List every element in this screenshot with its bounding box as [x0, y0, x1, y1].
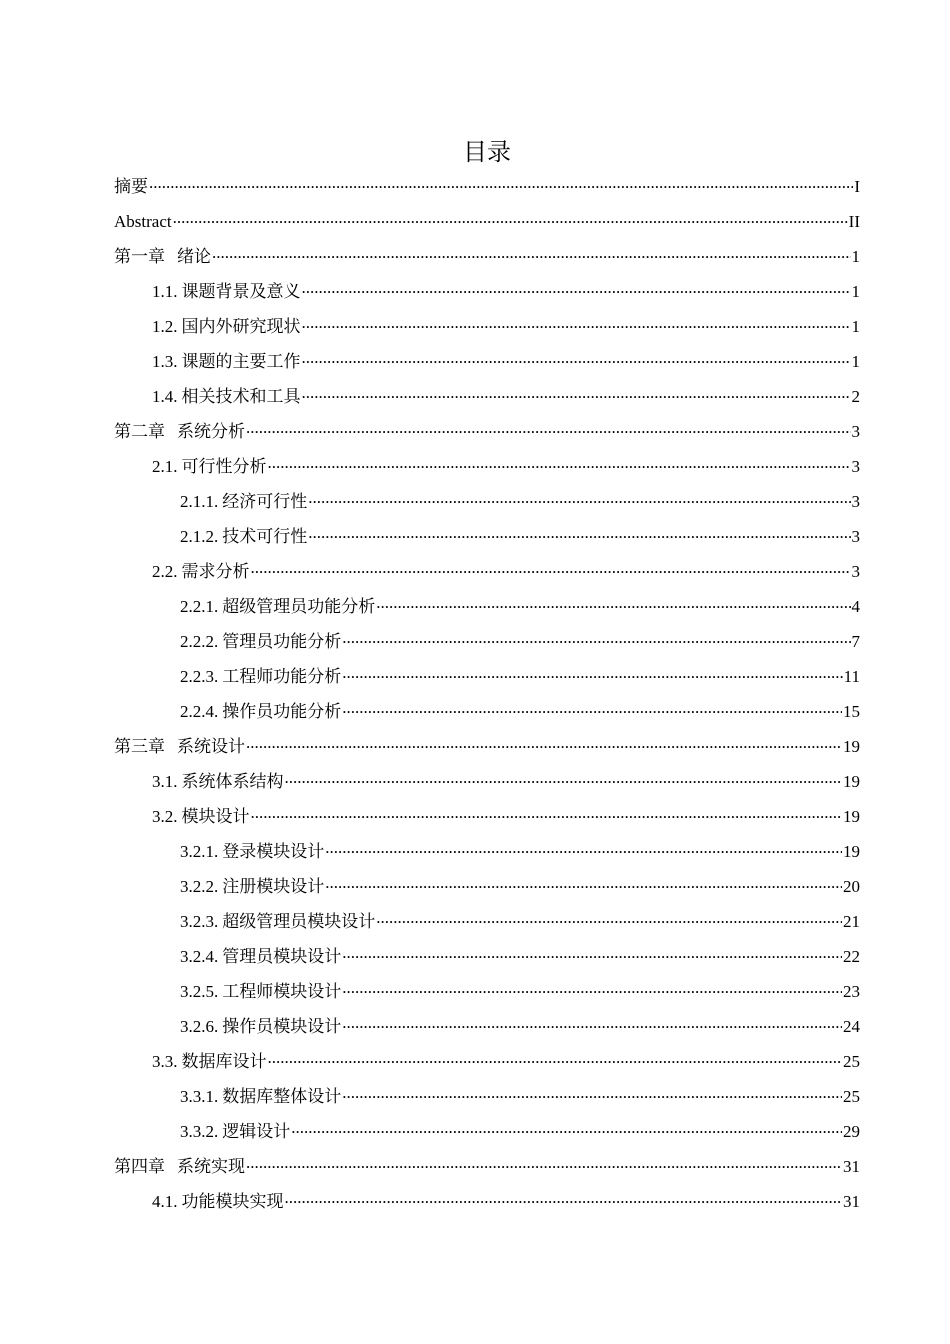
dot-leader: [342, 978, 842, 998]
toc-entry-title: [180, 947, 341, 967]
toc-entry-chapter[interactable]: [114, 407, 860, 442]
toc-entry-title: [152, 387, 301, 407]
toc-list: [114, 162, 860, 1212]
dot-leader: [173, 208, 848, 228]
toc-entry-section[interactable]: [114, 267, 860, 302]
dot-leader: [376, 593, 850, 613]
dot-leader: [246, 733, 842, 753]
toc-entry-title: [180, 912, 375, 932]
toc-entry-subsection[interactable]: [114, 687, 860, 722]
subsection-number: 2.1.2.: [180, 527, 219, 546]
section-number: 3.1.: [152, 772, 178, 791]
entry-title-text: 系统实现: [177, 1157, 245, 1176]
section-number: 1.1.: [152, 282, 178, 301]
entry-title-text: 管理员模块设计: [222, 947, 342, 966]
toc-entry-title: [180, 1122, 290, 1142]
toc-entry-subsection[interactable]: [114, 1107, 860, 1142]
entry-title-text: 工程师模块设计: [222, 982, 342, 1001]
entry-title-text: 经济可行性: [222, 492, 308, 511]
dot-leader: [302, 348, 851, 368]
toc-entry-subsection[interactable]: [114, 1002, 860, 1037]
toc-entry-title: [152, 772, 284, 792]
toc-entry-subsection[interactable]: [114, 652, 860, 687]
toc-entry-section[interactable]: [114, 302, 860, 337]
dot-leader: [268, 1048, 843, 1068]
dot-leader: [342, 698, 842, 718]
entry-title-text: 管理员功能分析: [222, 632, 342, 651]
toc-entry-title: Abstract: [114, 212, 172, 231]
toc-entry-title: [180, 597, 375, 617]
entry-title-text: 功能模块实现: [181, 1192, 284, 1211]
entry-title-text: 模块设计: [181, 807, 250, 826]
chapter-label: 第一章: [114, 247, 165, 266]
toc-entry-subsection[interactable]: [114, 512, 860, 547]
section-number: 4.1.: [152, 1192, 178, 1211]
toc-entry-title: [180, 667, 341, 687]
toc-page-number: I: [854, 177, 860, 196]
entry-title-text: 操作员功能分析: [222, 702, 342, 721]
chapter-label: 第四章: [114, 1157, 165, 1176]
entry-title-text: 技术可行性: [222, 527, 308, 546]
toc-entry-section[interactable]: [114, 757, 860, 792]
toc-entry-title: [180, 877, 324, 897]
dot-leader: [246, 418, 851, 438]
toc-page-number: 1: [851, 317, 860, 336]
subsection-number: 3.2.3.: [180, 912, 219, 931]
entry-title-text: 课题背景及意义: [181, 282, 301, 301]
entry-title-text: 系统体系结构: [181, 772, 284, 791]
entry-title-text: 可行性分析: [181, 457, 267, 476]
toc-page-number: 19: [843, 807, 860, 826]
toc-entry-title: [180, 632, 341, 652]
dot-leader: [291, 1118, 842, 1138]
toc-entry-section[interactable]: [114, 337, 860, 372]
subsection-number: 3.2.1.: [180, 842, 219, 861]
toc-page-number: 19: [843, 737, 860, 756]
entry-title-text: 登录模块设计: [222, 842, 325, 861]
toc-entry-subsection[interactable]: [114, 932, 860, 967]
entry-title-text: 需求分析: [181, 562, 250, 581]
toc-entry-section[interactable]: [114, 372, 860, 407]
toc-entry[interactable]: [114, 162, 860, 197]
dot-leader: [268, 453, 851, 473]
subsection-number: 3.2.2.: [180, 877, 219, 896]
toc-entry-title: [152, 562, 250, 582]
toc-entry-title: [180, 842, 324, 862]
toc-entry-chapter[interactable]: [114, 722, 860, 757]
entry-title-text: 国内外研究现状: [181, 317, 301, 336]
toc-entry-chapter[interactable]: [114, 232, 860, 267]
toc-entry-subsection[interactable]: [114, 862, 860, 897]
dot-leader: [251, 558, 851, 578]
entry-title-text: 数据库整体设计: [222, 1087, 342, 1106]
section-number: 1.2.: [152, 317, 178, 336]
dot-leader: [246, 1153, 842, 1173]
toc-entry-subsection[interactable]: [114, 477, 860, 512]
toc-page-number: 3: [851, 562, 860, 581]
entry-title-text: 相关技术和工具: [181, 387, 301, 406]
toc-page-number: 31: [843, 1192, 860, 1211]
toc-entry-subsection[interactable]: [114, 617, 860, 652]
toc-entry-title: [114, 422, 245, 442]
toc-page-number: 20: [843, 877, 860, 896]
toc-entry-subsection[interactable]: [114, 827, 860, 862]
entry-title-text: 逻辑设计: [222, 1122, 291, 1141]
dot-leader: [325, 873, 842, 893]
toc-page-number: 21: [843, 912, 860, 931]
dot-leader: [376, 908, 842, 928]
entry-title-text: 超级管理员功能分析: [222, 597, 376, 616]
toc-page-number: 1: [851, 282, 860, 301]
toc-page-number: 22: [843, 947, 860, 966]
toc-page-number: 2: [851, 387, 860, 406]
subsection-number: 2.1.1.: [180, 492, 219, 511]
toc-entry-subsection[interactable]: [114, 1072, 860, 1107]
toc-entry-title: [180, 1017, 341, 1037]
toc-page-number: 19: [843, 772, 860, 791]
entry-title-text: 注册模块设计: [222, 877, 325, 896]
section-number: 1.4.: [152, 387, 178, 406]
toc-page-number: 23: [843, 982, 860, 1001]
toc-entry-title: [114, 737, 245, 757]
dot-leader: [308, 523, 850, 543]
toc-entry-title: [180, 1087, 341, 1107]
toc-page-number: 25: [843, 1052, 860, 1071]
toc-page-number: 25: [843, 1087, 860, 1106]
toc-page-number: 3: [851, 492, 860, 511]
toc-entry-chapter[interactable]: [114, 1142, 860, 1177]
dot-leader: [308, 488, 850, 508]
toc-entry-title: [180, 982, 341, 1002]
dot-leader: [302, 278, 851, 298]
entry-title-text: 系统分析: [177, 422, 245, 441]
toc-entry-title: [114, 1157, 245, 1177]
subsection-number: 3.2.5.: [180, 982, 219, 1001]
dot-leader: [302, 383, 851, 403]
dot-leader: [149, 173, 853, 193]
dot-leader: [342, 1083, 842, 1103]
toc-entry-section[interactable]: [114, 442, 860, 477]
toc-entry-title: [152, 282, 301, 302]
chapter-label: 第三章: [114, 737, 165, 756]
toc-page-number: 1: [851, 247, 860, 266]
toc-entry-title: 摘要: [114, 177, 148, 196]
toc-entry-title: [152, 317, 301, 337]
dot-leader: [251, 803, 843, 823]
toc-page-number: 15: [843, 702, 860, 721]
toc-page-number: 29: [843, 1122, 860, 1141]
toc-entry-title: [180, 527, 307, 547]
toc-page-number: 11: [843, 667, 860, 686]
toc-page-number: 4: [851, 597, 860, 616]
toc-entry-title: [152, 807, 250, 827]
dot-leader: [342, 628, 850, 648]
toc-entry-title: [114, 247, 211, 267]
entry-title-text: 系统设计: [177, 737, 245, 756]
toc-entry-section[interactable]: [114, 1037, 860, 1072]
dot-leader: [302, 313, 851, 333]
subsection-number: 3.3.1.: [180, 1087, 219, 1106]
dot-leader: [342, 1013, 842, 1033]
toc-entry[interactable]: [114, 197, 860, 232]
toc-entry-subsection[interactable]: [114, 897, 860, 932]
toc-page-number: 19: [843, 842, 860, 861]
dot-leader: [342, 943, 842, 963]
subsection-number: 2.2.2.: [180, 632, 219, 651]
toc-entry-subsection[interactable]: [114, 967, 860, 1002]
entry-title-text: 数据库设计: [181, 1052, 267, 1071]
toc-entry-title: [180, 702, 341, 722]
toc-page-number: 3: [851, 527, 860, 546]
toc-entry-section[interactable]: [114, 1177, 860, 1212]
section-number: 3.3.: [152, 1052, 178, 1071]
toc-page-number: 24: [843, 1017, 860, 1036]
toc-entry-title: [152, 352, 301, 372]
toc-page-number: II: [848, 212, 860, 231]
entry-title-text: 超级管理员模块设计: [222, 912, 376, 931]
subsection-number: 3.3.2.: [180, 1122, 219, 1141]
subsection-number: 2.2.1.: [180, 597, 219, 616]
dot-leader: [325, 838, 842, 858]
toc-entry-title: [180, 492, 307, 512]
dot-leader: [212, 243, 851, 263]
toc-page-number: 31: [843, 1157, 860, 1176]
entry-title-text: 课题的主要工作: [181, 352, 301, 371]
toc-page-number: 1: [851, 352, 860, 371]
subsection-number: 3.2.4.: [180, 947, 219, 966]
toc-page-number: 3: [851, 457, 860, 476]
toc-entry-subsection[interactable]: [114, 582, 860, 617]
toc-entry-title: [152, 1052, 267, 1072]
dot-leader: [285, 768, 843, 788]
section-number: 3.2.: [152, 807, 178, 826]
toc-title: 目录: [463, 138, 511, 166]
entry-title-text: 绪论: [177, 247, 211, 266]
chapter-label: 第二章: [114, 422, 165, 441]
toc-entry-section[interactable]: [114, 547, 860, 582]
toc-page-number: 7: [851, 632, 860, 651]
entry-title-text: 工程师功能分析: [222, 667, 342, 686]
subsection-number: 3.2.6.: [180, 1017, 219, 1036]
dot-leader: [342, 663, 842, 683]
section-number: 2.2.: [152, 562, 178, 581]
subsection-number: 2.2.4.: [180, 702, 219, 721]
toc-entry-title: [152, 1192, 284, 1212]
toc-entry-section[interactable]: [114, 792, 860, 827]
entry-title-text: 操作员模块设计: [222, 1017, 342, 1036]
subsection-number: 2.2.3.: [180, 667, 219, 686]
toc-entry-title: [152, 457, 267, 477]
toc-page-number: 3: [851, 422, 860, 441]
dot-leader: [285, 1188, 843, 1208]
section-number: 2.1.: [152, 457, 178, 476]
section-number: 1.3.: [152, 352, 178, 371]
